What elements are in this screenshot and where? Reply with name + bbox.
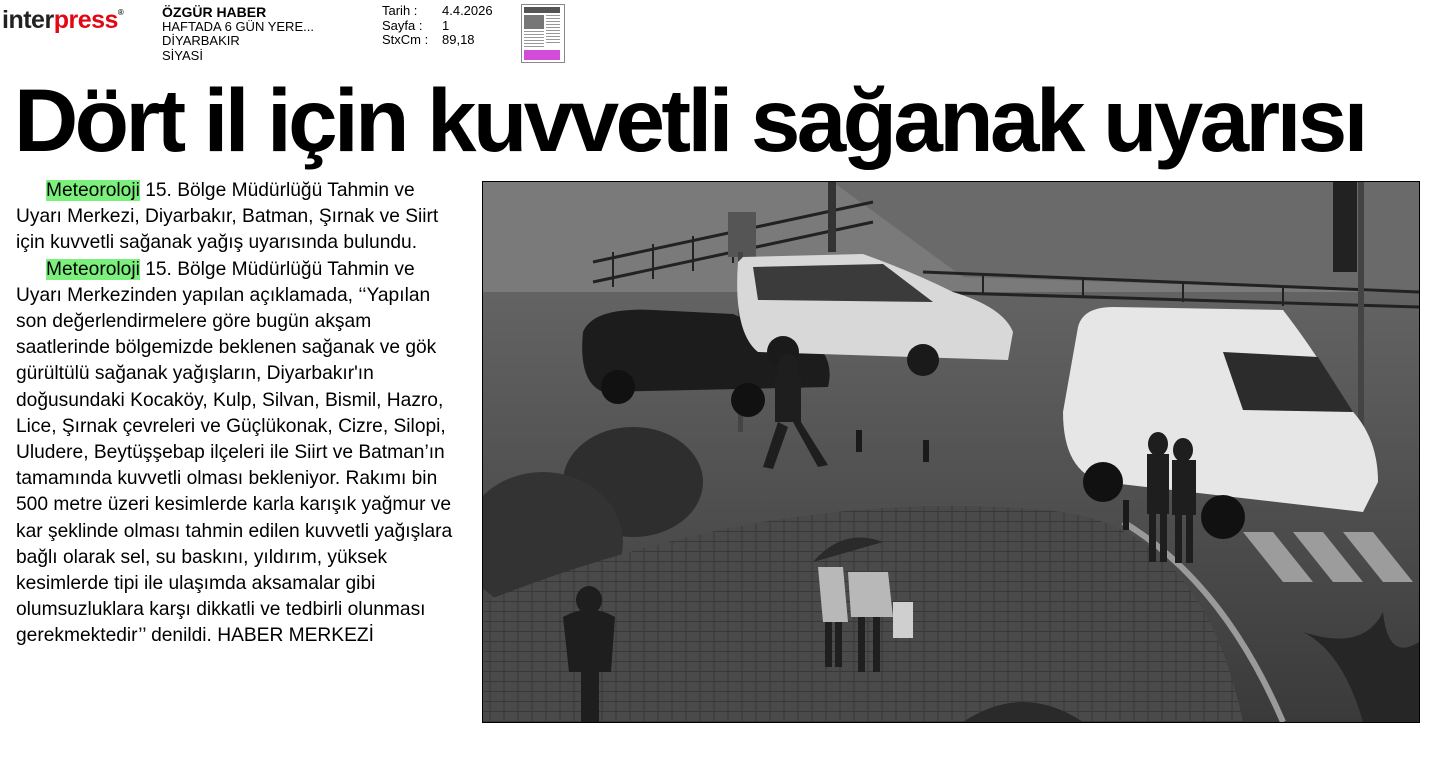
article-photo: [482, 181, 1420, 723]
page-label: Sayfa :: [382, 17, 423, 33]
publication-name: ÖZGÜR HABER: [162, 4, 267, 20]
publication-frequency: HAFTADA 6 GÜN YERE...: [162, 18, 314, 34]
page-value: 1: [442, 17, 450, 33]
article-headline: Dört il için kuvvetli sağanak uyarısı: [14, 70, 1365, 170]
article-paragraph-1: Meteoroloji 15. Bölge Müdürlüğü Tahmin ve Uyarı Merkezi, Diyarbakır, Batman, Şırnak ve Siirt için kuvvetli sağanak yağış uyarısında bulundu.: [16, 180, 439, 254]
date-label: Tarih :: [382, 3, 418, 18]
size-value: 89,18: [442, 32, 475, 47]
publication-city: DİYARBAKIR: [162, 33, 240, 48]
article-body: [16, 178, 456, 650]
publication-category: SİYASİ: [162, 47, 203, 63]
article-paragraph-2: Meteoroloji 15. Bölge Müdürlüğü Tahmin ve Uyarı Merkezinden yapılan açıklamada, ‘‘Yapılan son değerlendirmelere göre bugün akşam saatlerinde bölgemizde beklenen sağanak ve gök gürültülü sağanak yağışların, Diyarbakır'ın doğusundaki Kocaköy, Kulp, Silvan, Bismil, Hazro, Lice, Şırnak çevreleri ve Güçlükonak, Cizre, Silopi, Uludere, Beytüşşebap ilçeleri ile Siirt ve Batman’ın tamamında kuvvetli olması bekleniyor. Rakımı bin 500 metre üzeri kesimlerde karla karışık yağmur ve kar şeklinde olması tahmin edilen kuvvetli yağışlara bağlı olarak sel, su baskını, yıldırım, yüksek kesimlerde tipi ile ulaşımda aksamalar gibi olumsuzluklara karşı dikkatli ve tedbirli olunması gerekmektedir’’ denildi. HABER MERKEZİ: [16, 258, 453, 647]
interpress-logo: interpress®: [2, 6, 124, 34]
size-label: StxCm :: [382, 32, 429, 47]
page-thumbnail[interactable]: [521, 4, 565, 63]
clipping-meta: [382, 4, 493, 48]
date-value: 4.4.2026: [442, 3, 493, 18]
publication-info: [162, 5, 314, 63]
highlighted-term: Meteoroloji: [46, 258, 140, 280]
highlighted-term: Meteoroloji: [46, 180, 140, 201]
